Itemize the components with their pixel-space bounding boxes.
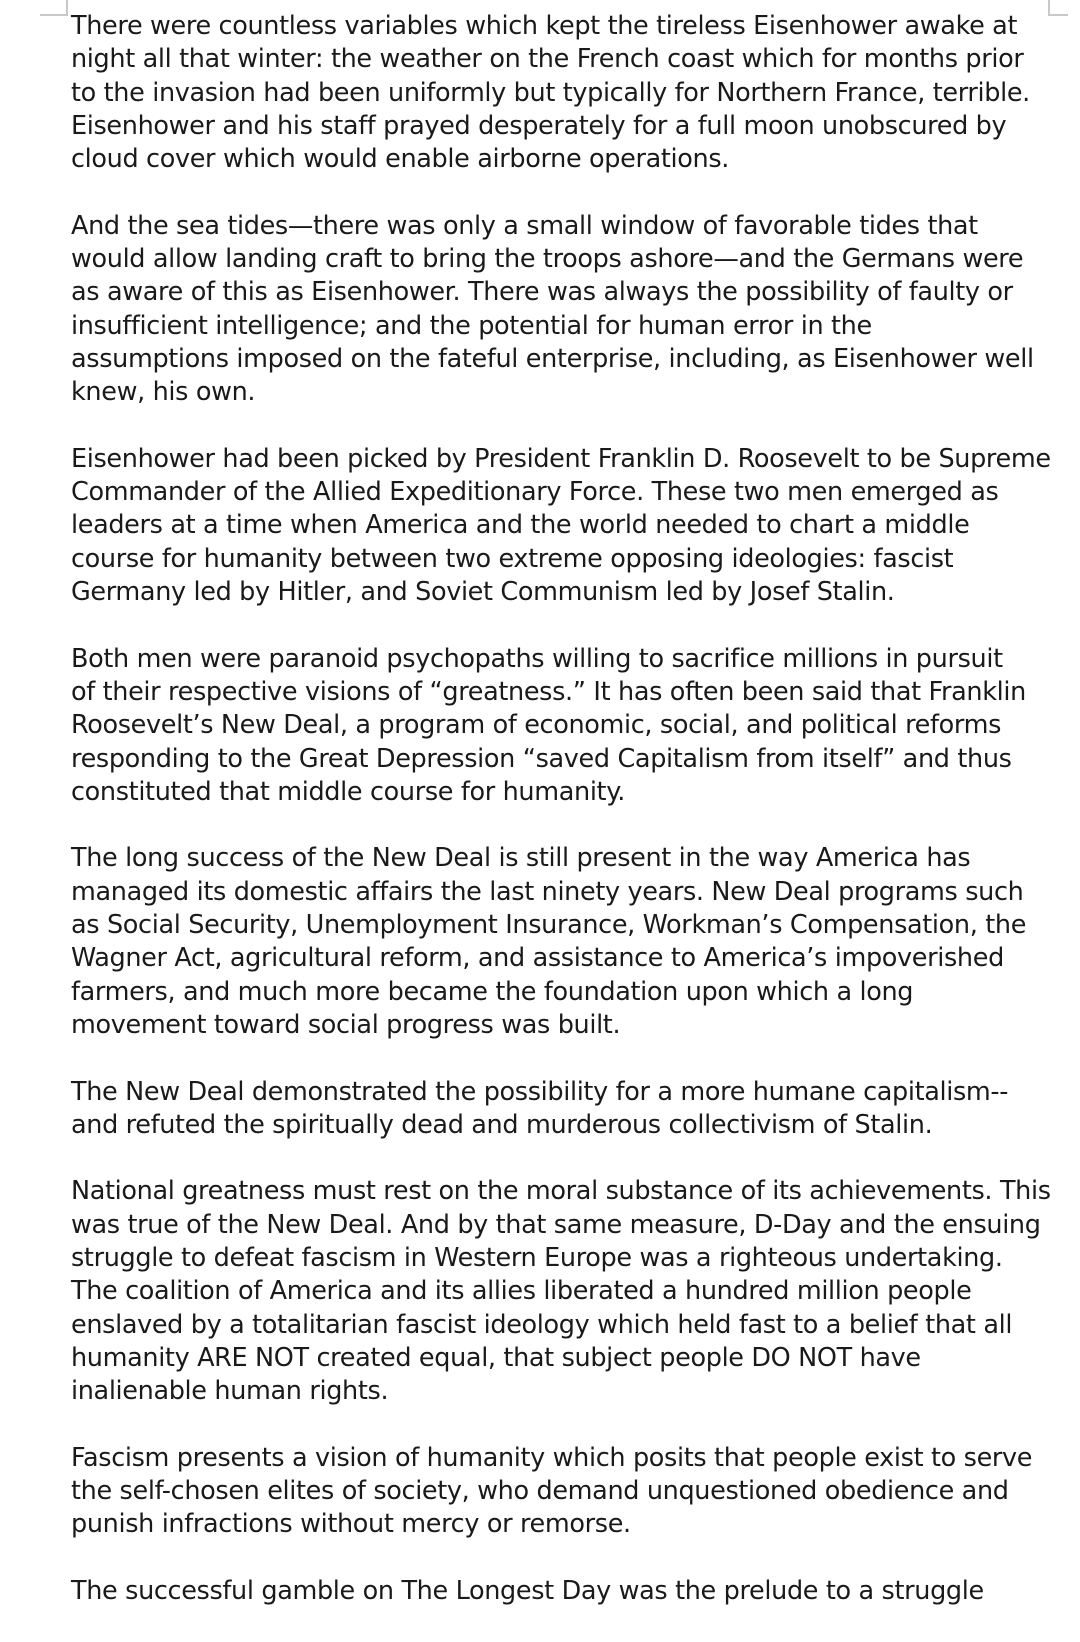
page-corner-mark-left [40, 0, 68, 16]
paragraph-6: The New Deal demonstrated the possibility for a more humane capitalism-- and refuted the spiritually dead and murderous collectivism of Stalin. [71, 1076, 1009, 1140]
paragraph-7: National greatness must rest on the moral substance of its achievements. This was true of the New Deal. And by that same measure, D-Day and the ensuing struggle to defeat fascism in Western Europe was a righteous undertaking. The coalition of America and its allies liberated a hundred million people enslaved by a totalitarian fascist ideology which held fast to a belief that all humanity ARE NOT created equal, that subject people DO NOT have inalienable human rights. [71, 1176, 1051, 1407]
paragraph-3: Eisenhower had been picked by President Franklin D. Roosevelt to be Supreme Commander of the Allied Expeditionary Force. These two men emerged as leaders at a time when America and the world needed to chart a middle course for humanity between two extreme opposing ideologies: fascist Germany led by Hitler, and Soviet Communism led by Josef Stalin. [71, 443, 1051, 608]
paragraph-4: Both men were paranoid psychopaths willing to sacrifice millions in pursuit of their respective visions of “greatness.” It has often been said that Franklin Roosevelt’s New Deal, a program of economic, social, and political reforms responding to the Great Depression “saved Capitalism from itself” and thus constituted that middle course for humanity. [71, 643, 1026, 807]
paragraph-5: The long success of the New Deal is still present in the way America has managed its domestic affairs the last ninety years. New Deal programs such as Social Security, Unemployment Insurance, Workman’s Compensation, the Wagner Act, agricultural reform, and assistance to America’s impoverished farmers, and much more became the foundation upon which a long movement toward social progress was built. [71, 843, 1027, 1040]
paragraph-2: And the sea tides—there was only a small window of favorable tides that would allow landing craft to bring the troops ashore—and the Germans were as aware of this as Eisenhower. There was always the possibility of faulty or insufficient intelligence; and the potential for human error in the assumptions imposed on the fateful enterprise, including, as Eisenhower well knew, his own. [71, 210, 1034, 408]
paragraph-9: The successful gamble on The Longest Day was the prelude to a struggle [71, 1575, 984, 1606]
paragraph-8: Fascism presents a vision of humanity which posits that people exist to serve the self-chosen elites of society, who demand unquestioned obedience and punish infractions without mercy or remorse. [71, 1442, 1033, 1540]
document-body [71, 10, 1061, 1642]
paragraph-1: There were countless variables which kept the tireless Eisenhower awake at night all that winter: the weather on the French coast which for months prior to the invasion had been uniformly but typically for Northern France, terrible. Eisenhower and his staff prayed desperately for a full moon unobscured by cloud cover which would enable airborne operations. [71, 11, 1030, 175]
